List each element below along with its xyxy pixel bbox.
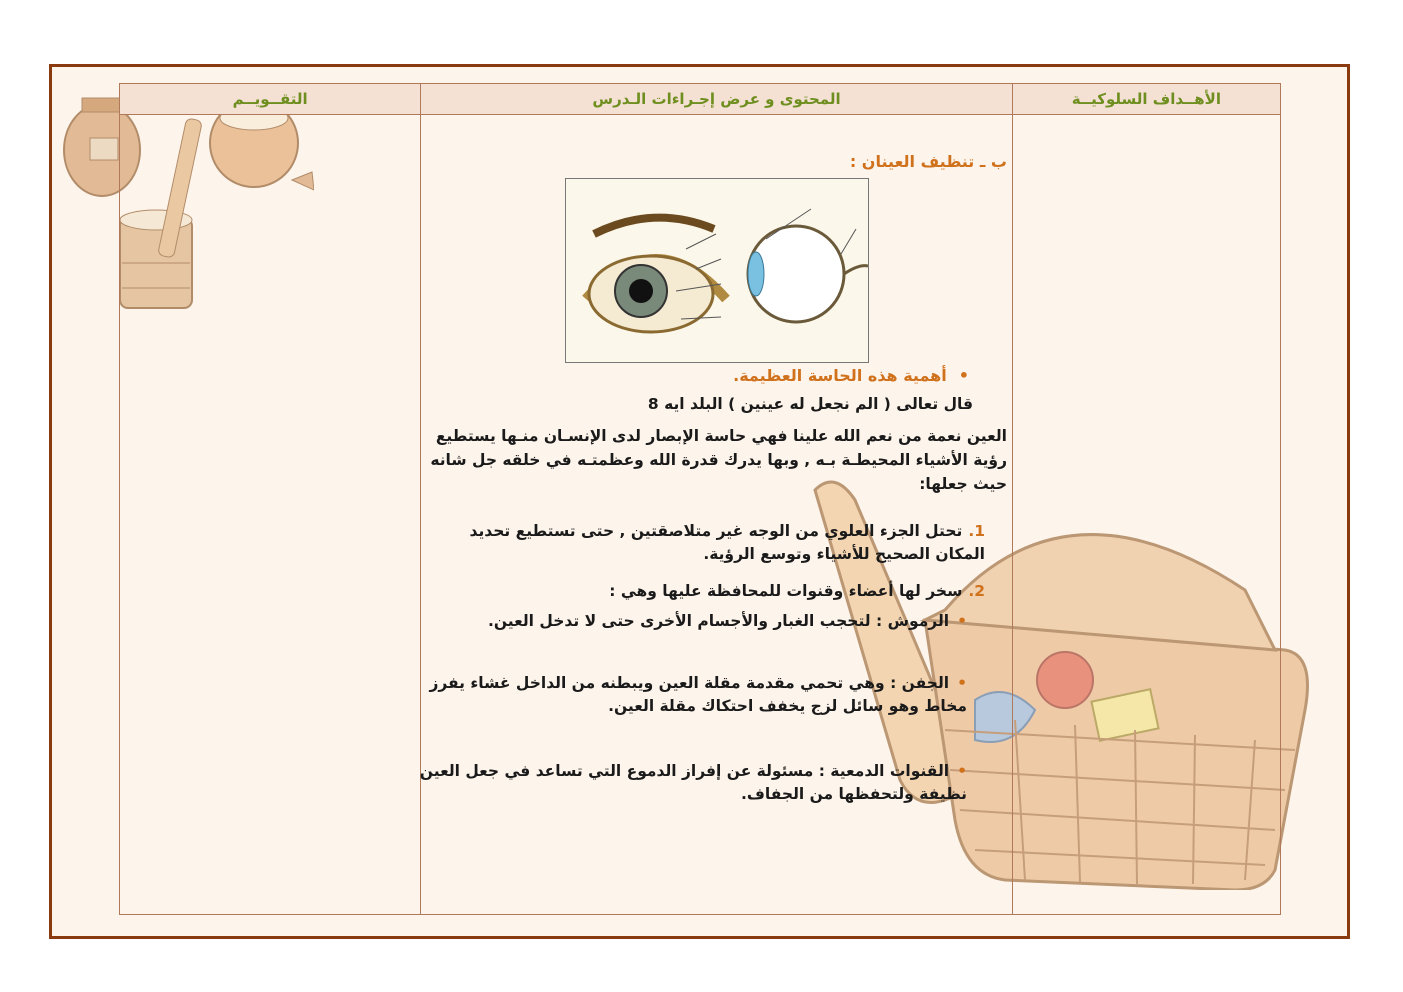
header-content: المحتوى و عرض إجـراءات الـدرس — [421, 84, 1013, 115]
numbered-point-1 — [425, 520, 985, 566]
evaluation-cell — [120, 115, 421, 915]
point-number: 2. — [968, 582, 985, 600]
sub-point-eyelashes: • الرموش : لتحجب الغبار والأجسام الأخرى حتى لا تدخل العين. — [407, 610, 967, 633]
point-number: 1. — [968, 522, 985, 540]
header-goals: الأهــداف السلوكيــة — [1012, 84, 1280, 115]
header-evaluation: التقــويــم — [120, 84, 421, 115]
eye-anatomy-figure — [565, 178, 869, 363]
numbered-point-2 — [425, 580, 985, 603]
bullet-title: • أهمية هذه الحاسة العظيمة. — [733, 366, 969, 385]
quran-quote: قال تعالى ( الم نجعل له عينين ) البلد ايه 8 — [647, 395, 973, 413]
point-text: تحتل الجزء العلوي من الوجه غير متلاصقتين , حتى تستطيع تحديد المكان الصحيح للأشياء وتوسع الرؤية. — [469, 522, 985, 563]
sub-point-eyelid: • الجفن : وهي تحمي مقدمة مقلة العين ويبطنه من الداخل غشاء يفرز مخاط وهو سائل لزج يخفف احتكاك مقلة العين. — [407, 672, 967, 718]
sub-point-tear-ducts: • القنوات الدمعية : مسئولة عن إفراز الدموع التي تساعد في جعل العين نظيفة ولتحفظها من الجفاف. — [407, 760, 967, 806]
goals-cell — [1012, 115, 1280, 915]
section-title: ب ـ تنظيف العينان : — [849, 152, 1007, 171]
intro-paragraph: العين نعمة من نعم الله علينا فهي حاسة الإبصار لدى الإنسـان منـها يستطيع رؤية الأشياء المحيطـة بـه , وبها يدرك قدرة الله وعظمتـه في خلقه جل شانه حيث جعلها: — [430, 427, 1007, 493]
point-text: سخر لها أعضاء وقنوات للمحافظة عليها وهي : — [609, 582, 963, 600]
